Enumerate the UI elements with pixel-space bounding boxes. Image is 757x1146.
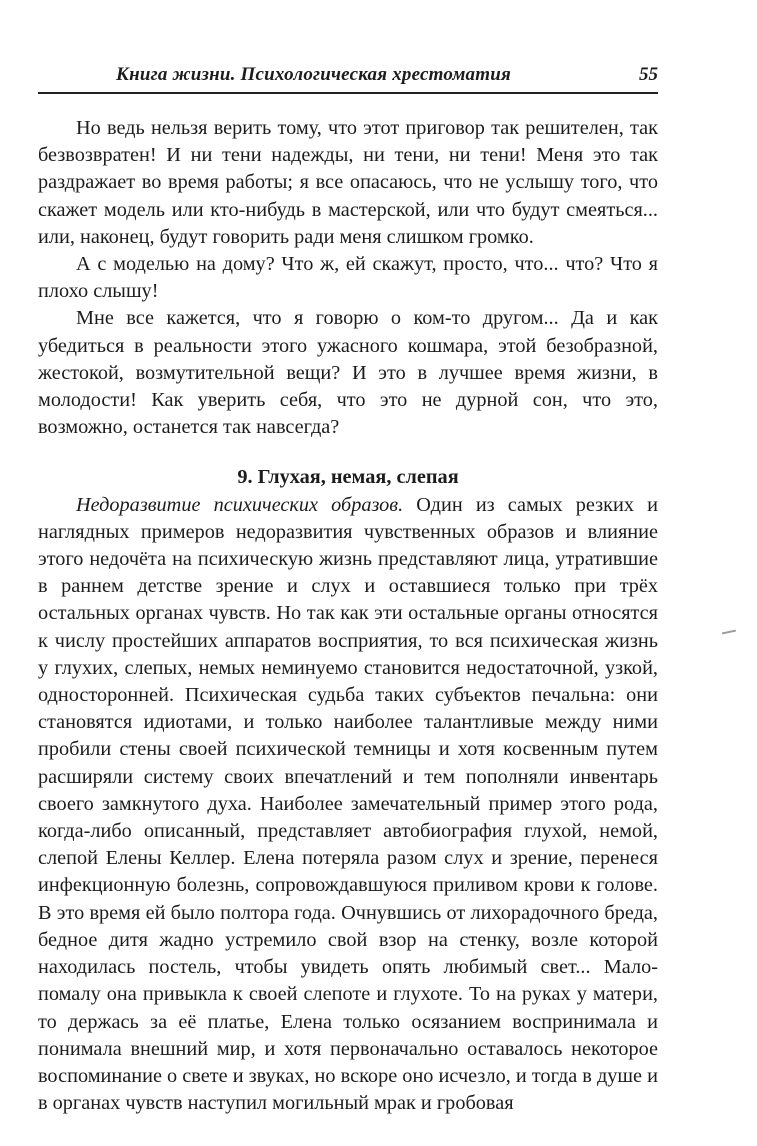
section-paragraph-text: Один из самых резких и наглядных примеров недоразвития чувственных образов и влияние этого недочёта на психическую жизнь представляют лица, утратившие в раннем детстве зрение и слух и оставшиеся только при трёх остальных органах чувств. Но так как эти остальные органы относятся к числу простейших аппаратов восприятия, то вся психическая жизнь у глухих, слепых, немых неминуемо становится недостаточной, узкой, односторонней. Психическая судьба таких субъектов печальна: они становятся идиотами, и только наиболее талантливые между ними пробили стены своей психической темницы и хотя косвенным путем расширяли систему своих впечатлений и тем пополняли инвентарь своего замкнутого духа. Наиболее замечательный пример этого рода, когда-либо описанный, представляет автобиография глухой, немой, слепой Елены Келлер. Елена потеряла разом слух и зрение, перенеся инфекционную болезнь, сопровождавшуюся приливом крови к голове. В это время ей было полтора года. Очнувшись от лихорадочного бреда, бедное дитя жадно устремило свой взор на стенку, возле которой находилась постель, чтобы увидеть опять любимый свет... Мало-помалу она привыкла к своей слепоте и глухоте. То на руках у матери, то держась за её платье, Елена только осязанием воспринимала и понимала внешний мир, и хотя первоначально оставалось некоторое воспоминание о свете и звуках, но вскоре оно исчезло, и тогда в душе и в органах чувств наступил могильный мрак и гробовая bbox=[38, 493, 658, 1115]
body-text bbox=[38, 115, 658, 1117]
section-paragraph bbox=[38, 492, 658, 1118]
scan-mark bbox=[722, 630, 736, 635]
page-number: 55 bbox=[639, 64, 658, 85]
running-title: Книга жизни. Психологическая хрестоматия bbox=[116, 64, 511, 85]
paragraph-3: Мне все кажется, что я говорю о ком-то другом... Да и как убедиться в реальности этого ужасного кошмара, этой безобразной, жестокой, возмутительной вещи? И это в лучшее время жизни, в молодости! Как уверить себя, что это не дурной сон, что это, возможно, останется так навсегда? bbox=[38, 307, 658, 439]
running-header bbox=[38, 62, 658, 94]
section-heading: 9. Глухая, немая, слепая bbox=[237, 466, 459, 489]
section-runin-title: Недоразвитие психических образов. bbox=[76, 493, 404, 516]
paragraph-2: А с моделью на дому? Что ж, ей скажут, просто, что... что? Что я плохо слышу! bbox=[38, 253, 658, 303]
paragraph-1: Но ведь нельзя верить тому, что этот приговор так решителен, так безвозвратен! И ни тени надежды, ни тени, ни тени! Меня это так раздражает во время работы; я все опасаюсь, что не услышу того, что скажет модель или кто-нибудь в мастерской, или что будут смеяться... или, наконец, будут говорить ради меня слишком громко. bbox=[38, 117, 658, 248]
